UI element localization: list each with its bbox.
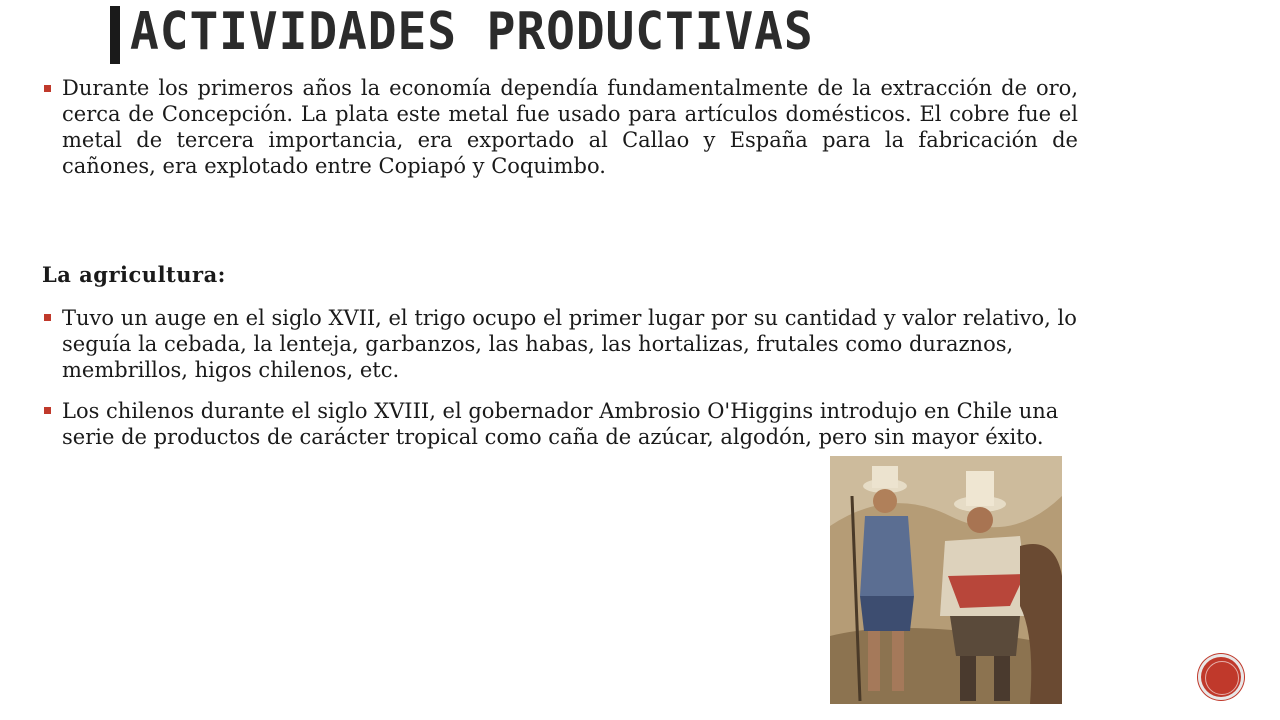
illustration-image	[830, 456, 1062, 704]
square-bullet-icon	[44, 85, 51, 92]
illustration-two-chilean-men	[830, 456, 1062, 704]
square-bullet-icon	[44, 407, 51, 414]
paragraph-mining: Durante los primeros años la economía dependía fundamentalmente de la extracción de oro, cerca de Concepción. La plata este metal fue usado para artículos domésticos. El cobre fue el metal de tercera importancia, era exportado al Callao y España para la fabricación de cañones, era explotado entre Copiapó y Coquimbo.	[62, 76, 1078, 178]
circle-nav-icon[interactable]	[1198, 654, 1244, 700]
paragraph-tropical-products: Los chilenos durante el siglo XVIII, el gobernador Ambrosio O'Higgins introdujo en Chile una serie de productos de carácter tropical como caña de azúcar, algodón, pero sin mayor éxito.	[62, 399, 1059, 449]
paragraph-agriculture: Tuvo un auge en el siglo XVII, el trigo ocupo el primer lugar por su cantidad y valor relativo, lo seguía la cebada, la lenteja, garbanzos, las habas, las hortalizas, frutales como duraznos, membrillos, higos chilenos, etc.	[62, 306, 1077, 382]
subheading-agriculture: La agricultura:	[42, 262, 226, 287]
slide-title: ACTIVIDADES PRODUCTIVAS	[130, 2, 814, 62]
title-accent-bar	[110, 6, 120, 64]
square-bullet-icon	[44, 314, 51, 321]
